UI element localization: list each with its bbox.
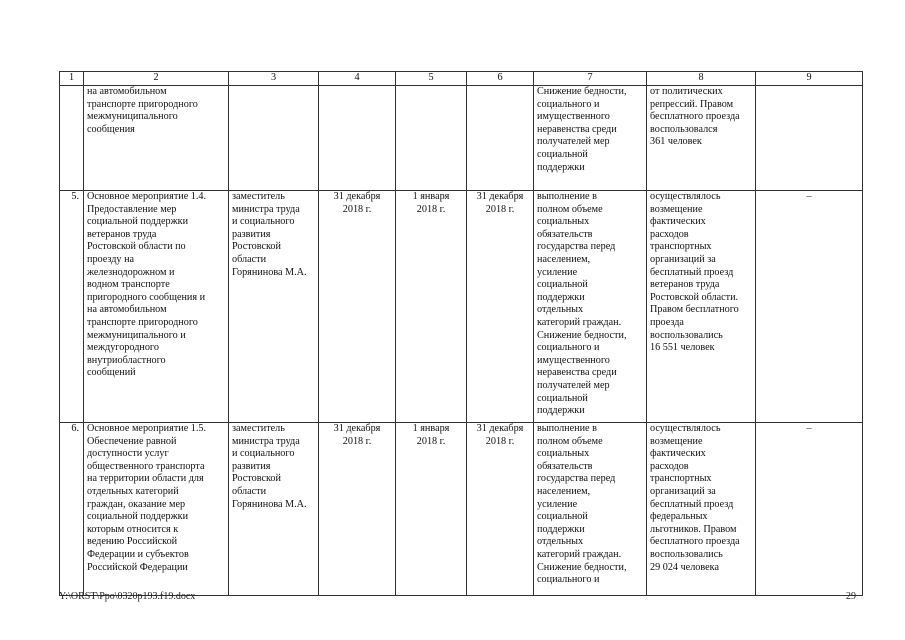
date-plan (319, 191, 396, 423)
column-header: 5 (396, 72, 467, 86)
result-plan (534, 86, 647, 191)
problems (756, 423, 863, 596)
footer-file-path: Y:\ORST\Ppo\0320p193.f19.docx (59, 591, 196, 602)
date-plan-text: 31 декабря 2018 г. (333, 191, 381, 215)
measure-name-text: Основное мероприятие 1.4. Предоставление мер социальной поддержки ветеранов труда Ростовской области по проезду на железнодорожном и водном транспорте пригородного сообщения и на автомобильном транспорте пригородного межмуниципального и междугородного внутриобластного сообщений (87, 191, 207, 379)
column-header: 4 (319, 72, 396, 86)
responsible (229, 191, 319, 423)
problems-text: – (806, 423, 812, 434)
column-header: 3 (229, 72, 319, 86)
measure-name-text: на автомобильном транспорте пригородного межмуниципального сообщения (87, 86, 198, 135)
row-number (60, 423, 84, 596)
measure-name-text: Основное мероприятие 1.5. Обеспечение равной доступности услуг общественного транспорта на территории области для отдельных категорий граждан, оказание мер социальной поддержки которым относится к ведению Российской Федерации и субъектов Российской Федерации (87, 423, 207, 573)
column-header: 8 (647, 72, 756, 86)
column-header: 6 (467, 72, 534, 86)
date-start (396, 423, 467, 596)
result-plan-text: Снижение бедности, социального и имущественного неравенства среди получателей мер социальной поддержки (537, 86, 627, 173)
responsible-text: заместитель министра труда и социального развития Ростовской области Горянинова М.А. (232, 423, 307, 510)
table-row (60, 423, 863, 596)
row-number-text: 5. (71, 191, 79, 202)
date-start-text: 1 января 2018 г. (412, 423, 450, 447)
column-header: 9 (756, 72, 863, 86)
header-row (60, 72, 863, 86)
result-plan-text: выполнение в полном объеме социальных обязательств государства перед населением, усиление социальной поддержки отдельных категорий граждан. Снижение бедности, социального и имущественного неравенства среди получателей мер социальной поддержки (537, 191, 627, 417)
responsible-text: заместитель министра труда и социального развития Ростовской области Горянинова М.А. (232, 191, 307, 278)
row-number (60, 86, 84, 191)
footer-page-number: 29 (846, 591, 856, 602)
date-plan (319, 86, 396, 191)
measure-name (84, 86, 229, 191)
responsible (229, 86, 319, 191)
table-row (60, 86, 863, 191)
result-fact-text: осуществлялось возмещение фактических расходов транспортных организаций за бесплатный проезд ветеранов труда Ростовской области. Правом бесплатного проезда воспользовались 16 551 человек (650, 191, 739, 354)
row-number-text: 6. (71, 423, 79, 434)
date-plan-text: 31 декабря 2018 г. (333, 423, 381, 447)
date-end-text: 31 декабря 2018 г. (476, 423, 524, 447)
result-fact (647, 86, 756, 191)
table-body (60, 86, 863, 596)
problems (756, 191, 863, 423)
column-header: 7 (534, 72, 647, 86)
measure-name (84, 423, 229, 596)
date-plan (319, 423, 396, 596)
row-number (60, 191, 84, 423)
date-end (467, 423, 534, 596)
problems-text: – (806, 191, 812, 202)
date-start-text: 1 января 2018 г. (412, 191, 450, 215)
table-row (60, 191, 863, 423)
result-fact (647, 191, 756, 423)
date-start (396, 86, 467, 191)
responsible (229, 423, 319, 596)
date-end (467, 191, 534, 423)
column-header: 2 (84, 72, 229, 86)
result-plan (534, 191, 647, 423)
result-plan (534, 423, 647, 596)
report-table (59, 71, 863, 596)
date-start (396, 191, 467, 423)
problems (756, 86, 863, 191)
column-header: 1 (60, 72, 84, 86)
date-end (467, 86, 534, 191)
measure-name (84, 191, 229, 423)
table-header (60, 72, 863, 86)
result-fact-text: от политических репрессий. Правом бесплатного проезда воспользовался 361 человек (650, 86, 740, 148)
date-end-text: 31 декабря 2018 г. (476, 191, 524, 215)
result-fact-text: осуществлялось возмещение фактических расходов транспортных организаций за бесплатный проезд федеральных льготников. Правом бесплатного проезда воспользовались 29 024 человека (650, 423, 740, 573)
result-plan-text: выполнение в полном объеме социальных обязательств государства перед населением, усиление социальной поддержки отдельных категорий граждан. Снижение бедности, социального и (537, 423, 627, 586)
result-fact (647, 423, 756, 596)
